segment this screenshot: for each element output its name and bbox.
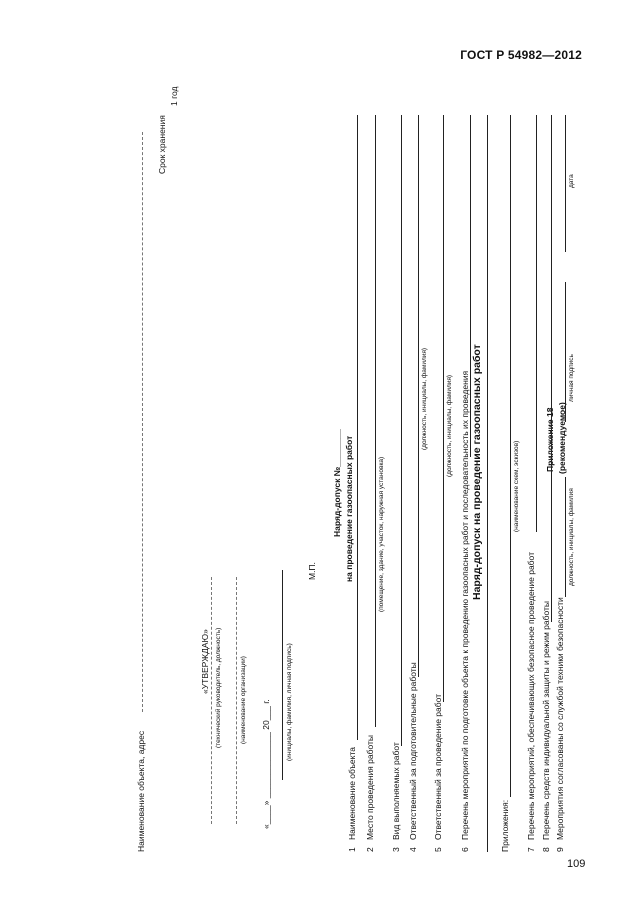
item-8-number: 8: [541, 847, 551, 852]
page-number: 109: [567, 858, 586, 870]
appendix-title: Приложение 18: [545, 407, 555, 472]
item-8-line: [551, 115, 552, 622]
item-2-label: Место проведения работы: [365, 734, 375, 840]
item-2-line: [375, 115, 376, 727]
item-6-number: 6: [460, 847, 470, 852]
approval-position-caption: (технический руководитель, должность): [215, 627, 222, 748]
item-4-line: [418, 115, 419, 677]
item-3-label: Вид выполняемых работ: [391, 742, 401, 840]
item-5-label: Ответственный за проведение работ: [433, 693, 443, 840]
item-5-line: [443, 115, 444, 702]
seal-mark: М.П.: [307, 562, 317, 580]
approval-date-line: «____» ______________ 20___ г.: [261, 699, 271, 829]
item-3-line: [401, 115, 402, 746]
permit-title-line2: на проведение газоопасных работ: [344, 435, 354, 582]
rotated-form: [75, 52, 595, 852]
approval-signature-caption: (инициалы, фамилия, личная подпись): [286, 643, 293, 761]
standard-code: ГОСТ Р 54982—2012: [460, 48, 582, 62]
item-1-number: 1: [347, 847, 357, 852]
approval-signature-line: [282, 570, 283, 780]
attachments-caption: (наименование схем, эскизов): [513, 440, 520, 532]
appendix-status: (рекомендуемое): [557, 402, 567, 474]
item-6-label: Перечень мероприятий по подготовке объекта к проведению газоопасных работ и последовательность их проведения: [460, 370, 470, 840]
item-4-number: 4: [408, 847, 418, 852]
item-4-label: Ответственный за подготовительные работы: [408, 662, 418, 840]
item-6-line-1: [470, 115, 471, 457]
item-7-line: [536, 115, 537, 532]
item-2-caption: (помещение, здание, участок, наружная установка): [378, 456, 385, 612]
attachments-line: [510, 115, 511, 797]
retention-label: Срок хранения: [157, 115, 167, 174]
signature-name-line: [565, 477, 566, 597]
approval-organization-caption: (наименование организации): [240, 656, 247, 744]
item-8-label: Перечень средств индивидуальной защиты и режим работы: [541, 600, 551, 840]
signature-sign-line: [565, 282, 566, 422]
form-title: Наряд-допуск на проведение газоопасных работ: [471, 344, 483, 600]
object-name-label: Наименование объекта, адрес: [136, 730, 146, 852]
attachments-label: Приложения:: [500, 799, 510, 852]
item-7-number: 7: [526, 847, 536, 852]
object-name-line: [142, 132, 143, 712]
retention-value: 1 год: [169, 86, 179, 106]
permit-title-line1: Наряд-допуск №________: [332, 428, 342, 537]
approval-title: «УТВЕРЖДАЮ»: [200, 629, 210, 694]
item-9-number: 9: [555, 847, 565, 852]
approval-organization-line: [236, 577, 237, 824]
approval-position-line: [211, 577, 212, 824]
signature-sign-caption: личная подпись: [568, 354, 575, 402]
item-6-line-2: [487, 115, 488, 852]
item-5-caption: (должность, инициалы, фамилия): [446, 374, 453, 477]
signature-date-line: [565, 115, 566, 252]
item-5-number: 5: [433, 847, 443, 852]
item-2-number: 2: [365, 847, 375, 852]
item-7-label: Перечень мероприятий, обеспечивающих безопасное проведение работ: [526, 552, 536, 840]
item-1-label: Наименование объекта: [347, 747, 357, 840]
item-1-line: [357, 115, 358, 740]
signature-date-caption: дата: [568, 174, 575, 188]
signature-name-caption: должность, инициалы, фамилия: [568, 488, 575, 586]
item-9-label: Мероприятия согласованы со службой техники безопасности: [555, 597, 565, 840]
item-3-number: 3: [391, 847, 401, 852]
item-4-caption: (должность, инициалы, фамилия): [421, 347, 428, 450]
